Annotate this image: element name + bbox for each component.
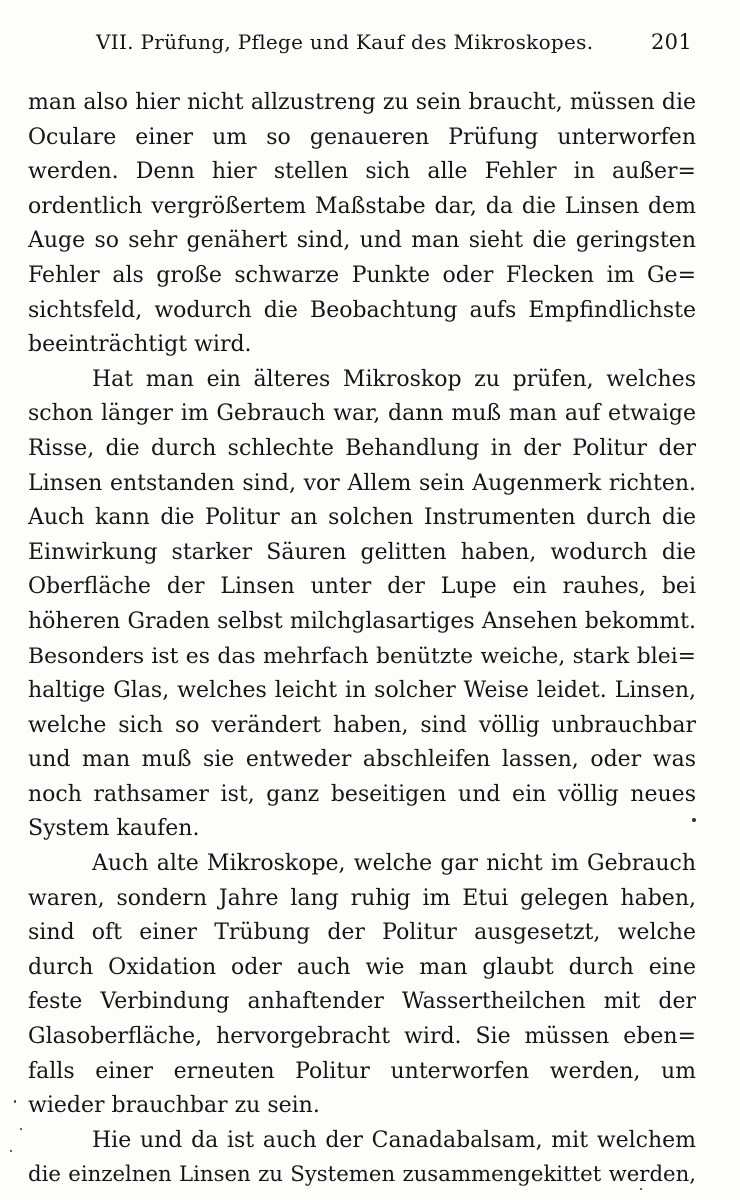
paragraph	[28, 363, 696, 847]
scan-speck	[692, 818, 696, 822]
text-line: Fehler als große schwarze Punkte oder Flecken im Ge=	[28, 262, 696, 288]
text-line: Auch kann die Politur an solchen Instrumenten durch die	[28, 505, 696, 531]
text-line: welche sich so verändert haben, sind völlig unbrauchbar	[28, 712, 696, 738]
text-line: werden. Denn hier stellen sich alle Fehler in außer=	[28, 159, 696, 185]
text-line: Glasoberfläche, hervorgebracht wird. Sie müssen eben=	[28, 1024, 696, 1050]
text-line: schon länger im Gebrauch war, dann muß man auf etwaige	[28, 401, 696, 427]
text-line: Auch alte Mikroskope, welche gar nicht im Gebrauch	[92, 851, 696, 877]
text-line: waren, sondern Jahre lang ruhig im Etui gelegen haben,	[28, 885, 696, 911]
body-text	[28, 86, 696, 1193]
scan-speck	[10, 1150, 12, 1152]
paragraph	[28, 1124, 696, 1193]
text-line: sind oft einer Trübung der Politur ausgesetzt, welche	[28, 920, 696, 946]
text-line: feste Verbindung anhaftender Wassertheilchen mit der	[28, 989, 696, 1015]
text-line: die einzelnen Linsen zu Systemen zusammengekittet werden,	[28, 1162, 696, 1188]
text-line: Linsen entstanden sind, vor Allem sein Augenmerk richten.	[28, 470, 696, 496]
text-line: man also hier nicht allzustreng zu sein braucht, müssen die	[28, 90, 696, 115]
text-line: Auge so sehr genähert sind, und man sieht die geringsten	[28, 228, 696, 254]
scan-speck	[640, 1188, 642, 1190]
text-line: Hat man ein älteres Mikroskop zu prüfen, welches	[92, 366, 696, 392]
chapter-title: VII. Prüfung, Pflege und Kauf des Mikroskopes.	[96, 30, 594, 54]
text-line: System kaufen.	[28, 816, 200, 842]
text-line: Oculare einer um so genaueren Prüfung unterworfen	[28, 124, 696, 150]
text-line: sichtsfeld, wodurch die Beobachtung aufs Empfindlichste	[28, 297, 696, 323]
paragraph	[28, 86, 696, 363]
text-line: noch rathsamer ist, ganz beseitigen und ein völlig neues	[28, 781, 696, 807]
text-line: ordentlich vergrößertem Maßstabe dar, da die Linsen dem	[28, 193, 696, 219]
text-line: Hie und da ist auch der Canadabalsam, mit welchem	[92, 1127, 696, 1153]
text-line: Einwirkung starker Säuren gelitten haben, wodurch die	[28, 539, 696, 565]
scan-speck	[20, 1128, 22, 1130]
text-line: durch Oxidation oder auch wie man glaubt durch eine	[28, 954, 696, 980]
text-line: haltige Glas, welches leicht in solcher Weise leidet. Linsen,	[28, 678, 696, 704]
text-line: falls einer erneuten Politur unterworfen werden, um	[28, 1058, 696, 1084]
text-line: höheren Graden selbst milchglasartiges Ansehen bekommt.	[28, 608, 696, 634]
text-line: und man muß sie entweder abschleifen lassen, oder was	[28, 747, 696, 773]
running-head	[96, 30, 692, 60]
page-number: 201	[651, 30, 692, 54]
text-line: beeinträchtigt wird.	[28, 332, 252, 358]
text-line: Oberfläche der Linsen unter der Lupe ein rauhes, bei	[28, 574, 696, 600]
text-line: Risse, die durch schlechte Behandlung in der Politur der	[28, 435, 696, 461]
paragraph	[28, 847, 696, 1124]
text-line: Besonders ist es das mehrfach benützte weiche, stark blei=	[28, 643, 696, 669]
text-line: wieder brauchbar zu sein.	[28, 1093, 320, 1119]
scan-speck	[14, 1100, 16, 1103]
